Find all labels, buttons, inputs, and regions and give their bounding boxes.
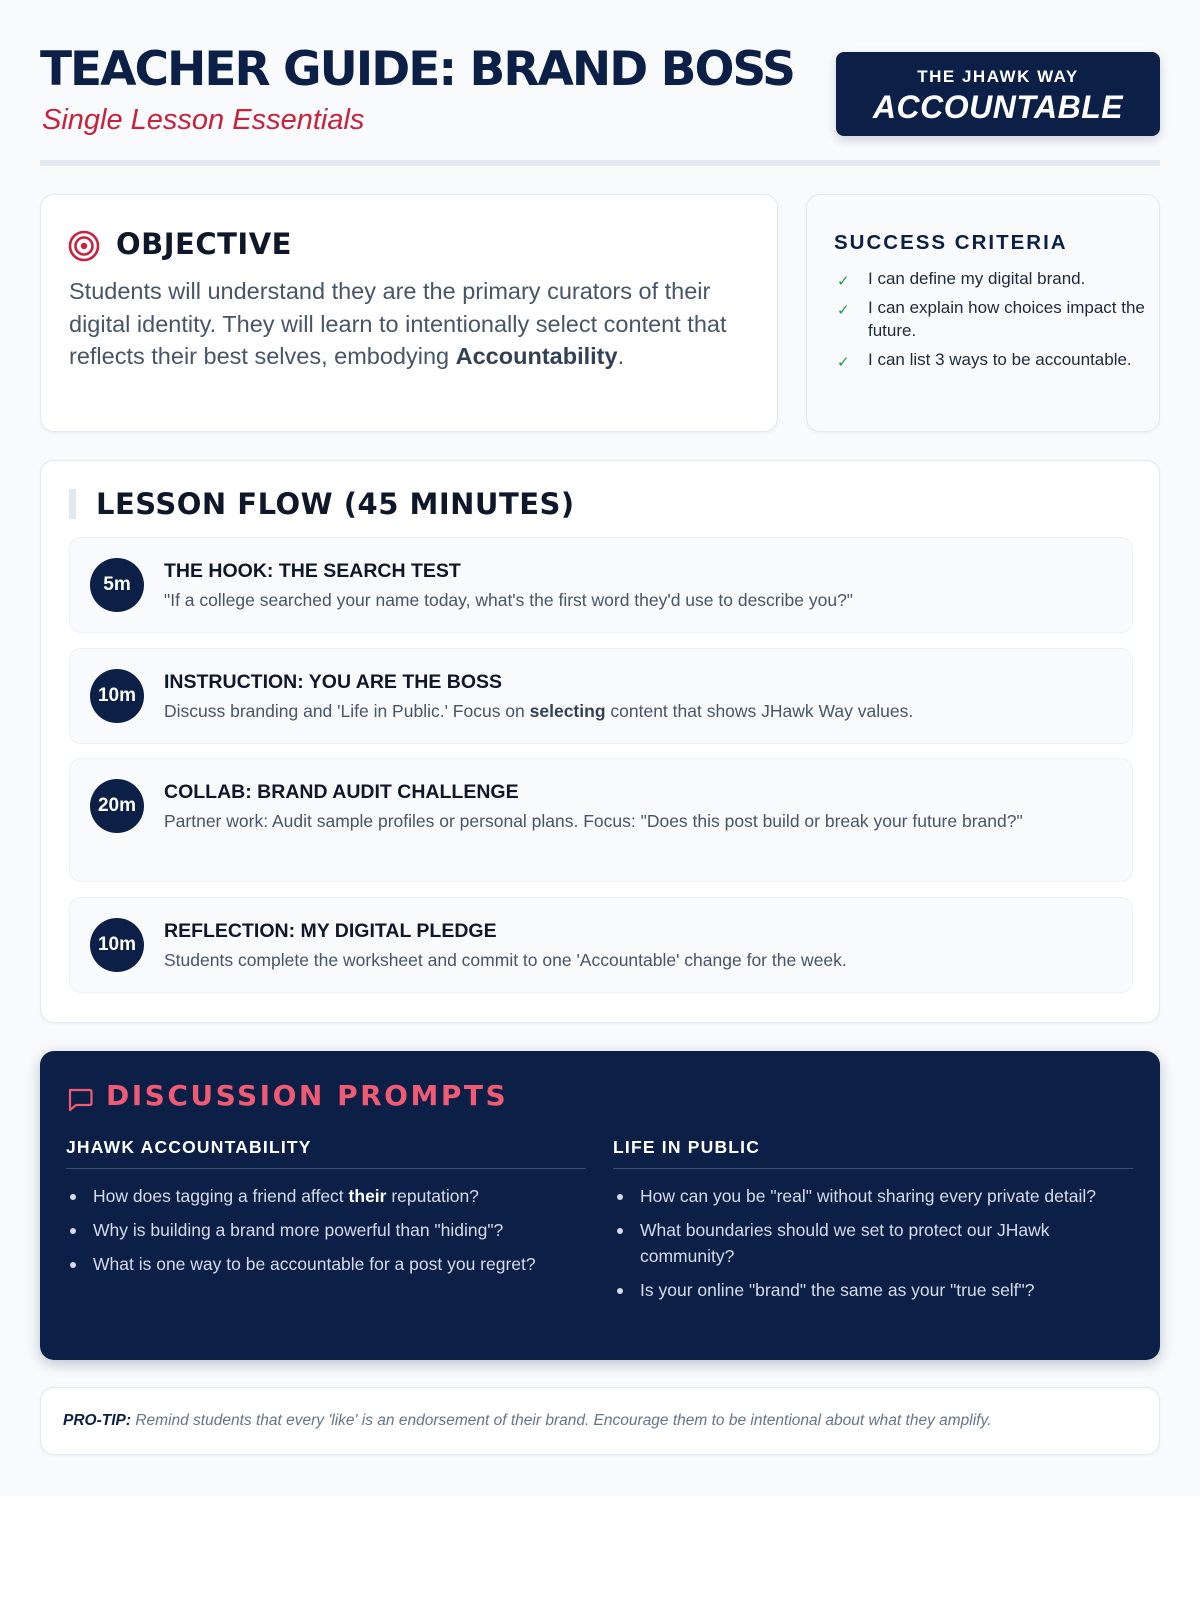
objective-heading: OBJECTIVE [116,227,292,261]
lesson-step [69,537,1133,633]
prompt-item [66,1217,586,1243]
step-desc-end: content that shows JHawk Way values. [605,701,914,721]
page-subtitle: Single Lesson Essentials [42,104,365,136]
check-icon: ✓ [837,273,850,290]
prompt-text-end: reputation? [386,1186,479,1206]
lesson-step [69,897,1133,993]
lesson-flow-card [40,460,1160,1023]
prompt-item [66,1251,586,1277]
criteria-text: I can explain how choices impact the future. [868,298,1145,340]
criteria-text: I can list 3 ways to be accountable. [868,350,1132,369]
target-icon [68,230,100,262]
step-time-badge: 10m [90,918,144,972]
criteria-item [834,348,1146,371]
jhawk-way-badge [836,52,1160,136]
bullet-icon [617,1194,623,1200]
check-icon: ✓ [837,302,850,319]
criteria-item [834,267,1146,290]
success-criteria-card [806,194,1160,432]
step-description: "If a college searched your name today, what's the first word they'd use to describe you?" [164,590,854,610]
check-icon: ✓ [837,354,850,371]
heading-accent-bar [69,489,76,519]
objective-end: . [617,343,625,369]
discussion-prompts-card [40,1051,1160,1360]
column-heading: JHAWK ACCOUNTABILITY [66,1137,586,1169]
prompt-text: Why is building a brand more powerful than "hiding"? [93,1220,504,1240]
objective-body: Students will understand they are the primary curators of their digital identity. They will learn to intentionally select content that reflects their best selves, embodying [69,278,727,369]
step-description: Partner work: Audit sample profiles or personal plans. Focus: "Does this post build or break your future brand?" [164,811,1023,831]
prompt-item [613,1217,1133,1269]
prompt-text: What boundaries should we set to protect our JHawk community? [640,1220,1050,1266]
bullet-icon [617,1288,623,1294]
accountability-column [66,1137,586,1285]
pro-tip-text [63,1412,991,1430]
prompt-list [66,1183,586,1277]
prompt-list [613,1183,1133,1303]
lesson-flow-heading: LESSON FLOW (45 MINUTES) [96,487,575,521]
step-title: COLLAB: BRAND AUDIT CHALLENGE [164,781,519,803]
prompt-text: Is your online "brand" the same as your "true self"? [640,1280,1035,1300]
page-header [40,40,1160,166]
badge-value: ACCOUNTABLE [872,89,1124,125]
step-desc-start: Discuss branding and 'Life in Public.' Focus on [164,701,530,721]
prompt-item [613,1183,1133,1209]
step-title: REFLECTION: MY DIGITAL PLEDGE [164,920,497,942]
criteria-text: I can define my digital brand. [868,269,1086,288]
success-criteria-list [834,267,1146,377]
discussion-heading: DISCUSSION PROMPTS [106,1079,509,1112]
bullet-icon [70,1194,76,1200]
step-description: Students complete the worksheet and commit to one 'Accountable' change for the week. [164,950,847,970]
page-title: TEACHER GUIDE: BRAND BOSS [40,42,795,97]
prompt-text: What is one way to be accountable for a post you regret? [93,1254,536,1274]
life-in-public-column [613,1137,1133,1311]
step-time-badge: 5m [90,558,144,612]
lesson-step [69,758,1133,882]
prompt-text-start: How does tagging a friend affect [93,1186,349,1206]
objective-card [40,194,778,432]
lesson-step [69,648,1133,744]
chat-icon [66,1085,94,1113]
step-title: THE HOOK: THE SEARCH TEST [164,560,461,582]
bullet-icon [70,1228,76,1234]
prompt-item [66,1183,586,1209]
badge-caption: THE JHAWK WAY [917,67,1079,86]
objective-text [69,275,749,373]
criteria-item [834,296,1146,342]
success-criteria-heading: SUCCESS CRITERIA [834,231,1068,254]
column-heading: LIFE IN PUBLIC [613,1137,1133,1169]
step-desc-emphasis: selecting [529,701,606,721]
prompt-text: How can you be "real" without sharing every private detail? [640,1186,1096,1206]
pro-tip-body: Remind students that every 'like' is an endorsement of their brand. Encourage them to be intentional about what they amplify. [131,1412,992,1429]
pro-tip-card [40,1387,1160,1455]
bullet-icon [617,1228,623,1234]
prompt-emphasis: their [348,1186,387,1206]
step-description [164,697,1104,725]
objective-keyword: Accountability [455,343,618,369]
step-title: INSTRUCTION: YOU ARE THE BOSS [164,671,503,693]
step-time-badge: 10m [90,669,144,723]
pro-tip-label: PRO-TIP: [63,1412,132,1429]
step-time-badge: 20m [90,779,144,833]
bullet-icon [70,1262,76,1268]
prompt-item [613,1277,1133,1303]
